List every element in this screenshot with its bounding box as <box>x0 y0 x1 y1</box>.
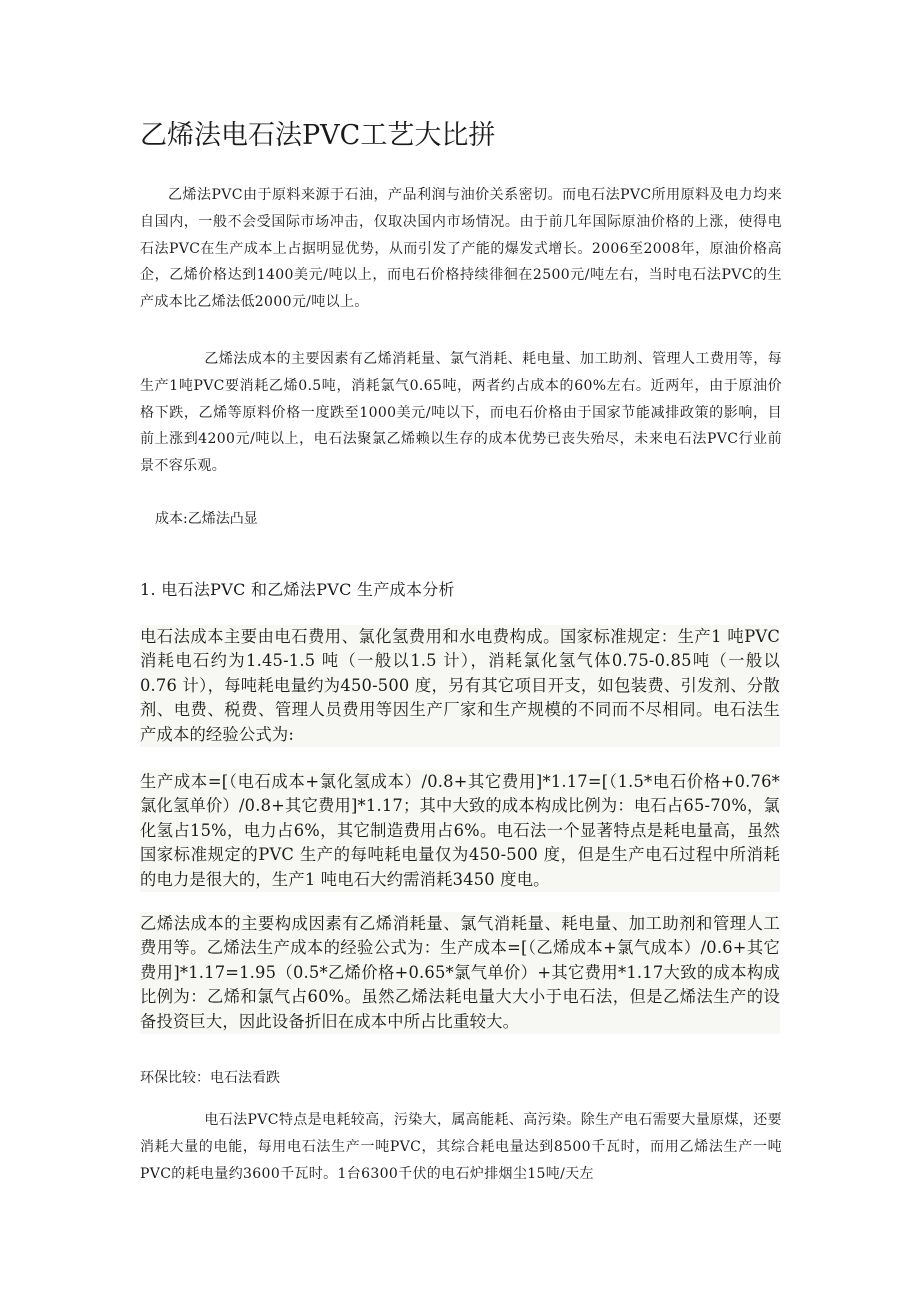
document-title: 乙烯法电石法PVC工艺大比拼 <box>140 120 496 151</box>
section-1-heading: 1. 电石法PVC 和乙烯法PVC 生产成本分析 <box>140 580 455 599</box>
intro-paragraph: 乙烯法PVC由于原料来源于石油，产品利润与油价关系密切。而电石法PVC所用原料及电力均来自国内，一般不会受国际市场冲击，仅取决国内市场情况。由于前几年国际原油价格的上涨，使得电石法PVC在生产成本上占据明显优势，从而引发了产能的爆发式增长。2006至2008年，原油价格高企，乙烯价格达到1400美元/吨以上，而电石价格持续徘徊在2500元/吨左右，当时电石法PVC的生产成本比乙烯法低2000元/吨以上。 <box>140 187 782 311</box>
cost-factors-paragraph: 乙烯法成本的主要因素有乙烯消耗量、氯气消耗、耗电量、加工助剂、管理人工费用等，每生产1吨PVC要消耗乙烯0.5吨，消耗氯气0.65吨，两者约占成本的60%左右。近两年，由于原油价格下跌，乙烯等原料价格一度跌至1000美元/吨以下，而电石价格由于国家节能减排政策的影响，目前上涨到4200元/吨以上，电石法聚氯乙烯赖以生存的成本优势已丧失殆尽，未来电石法PVC行业前景不容乐观。 <box>140 351 782 475</box>
env-paragraph: 电石法PVC特点是电耗较高，污染大，属高能耗、高污染。除生产电石需要大量原煤，还要消耗大量的电能，每用电石法生产一吨PVC，其综合耗电量达到8500千瓦时，而用乙烯法生产一吨PVC的耗电量约3600千瓦时。1台6300千伏的电石炉排烟尘15吨/天左 <box>140 1112 782 1182</box>
carbide-formula-paragraph: 生产成本=[（电石成本+氯化氢成本）/0.8+其它费用]*1.17=[（1.5*电石价格+0.76*氯化氢单价）/0.8+其它费用]*1.17；其中大致的成本构成比例为：电石占65-70%，氯化氢占15%，电力占6%，其它制造费用占6%。电石法一个显著特点是耗电量高，虽然国家标准规定的PVC 生产的每吨耗电量仅为450-500 度，但是生产电石过程中所消耗的电力是很大的，生产1 吨电石大约需消耗3450 度电。 <box>140 770 780 892</box>
section-cost-label: 成本:乙烯法凸显 <box>155 511 258 527</box>
ethylene-cost-paragraph: 乙烯法成本的主要构成因素有乙烯消耗量、氯气消耗量、耗电量、加工助剂和管理人工费用等。乙烯法生产成本的经验公式为：生产成本=[（乙烯成本+氯气成本）/0.6+其它费用]*1.17=1.95（0.5*乙烯价格+0.65*氯气单价）+其它费用*1.17大致的成本构成比例为：乙烯和氯气占60%。虽然乙烯法耗电量大大小于电石法，但是乙烯法生产的设备投资巨大，因此设备折旧在成本中所占比重较大。 <box>140 912 780 1034</box>
section-env-label: 环保比较：电石法看跌 <box>140 1070 280 1086</box>
carbide-cost-paragraph: 电石法成本主要由电石费用、氯化氢费用和水电费构成。国家标准规定：生产1 吨PVC 消耗电石约为1.45-1.5 吨（一般以1.5 计），消耗氯化氢气体0.75-0.85吨（一般以0.76 计），每吨耗电量约为450-500 度，另有其它项目开支，如包装费、引发剂、分散剂、电费、税费、管理人员费用等因生产厂家和生产规模的不同而不尽相同。电石法生产成本的经验公式为: <box>140 625 780 747</box>
